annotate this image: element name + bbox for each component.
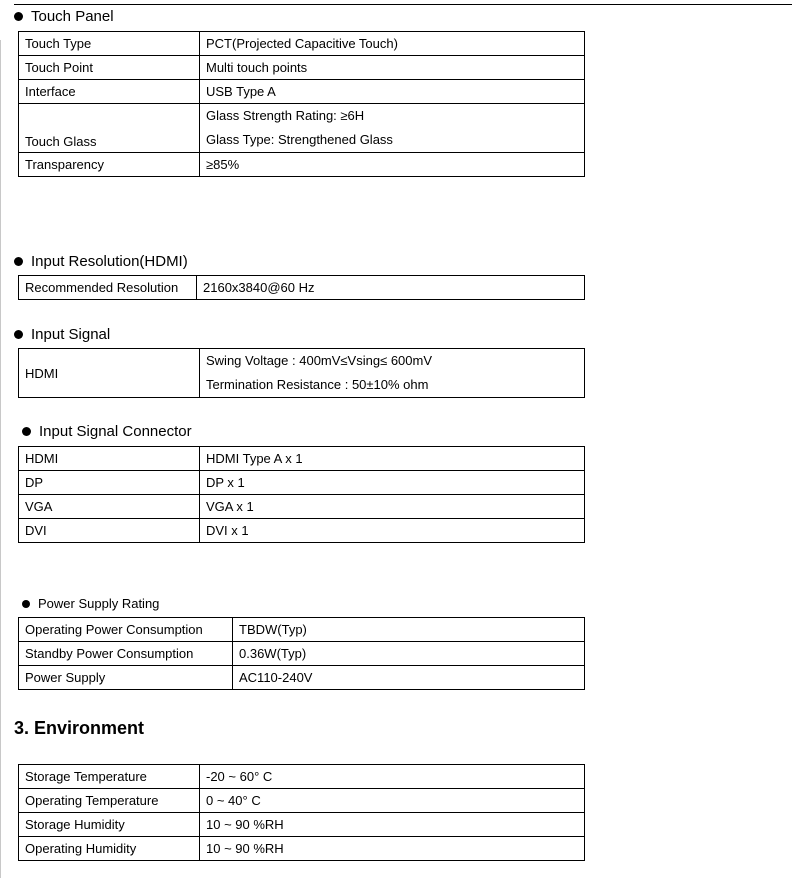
row-value: -20 ~ 60° C <box>200 765 585 789</box>
top-rule <box>14 4 792 5</box>
row-value: TBDW(Typ) <box>233 618 585 642</box>
row-label: DVI <box>19 519 200 543</box>
table-row <box>19 56 585 80</box>
input-connector-table <box>18 446 585 543</box>
bullet-icon <box>22 600 30 608</box>
row-value-line: Termination Resistance : 50±10% ohm <box>206 377 429 392</box>
table-row <box>19 32 585 56</box>
row-value-line: Swing Voltage : 400mV≤Vsing≤ 600mV <box>206 353 433 368</box>
table-row <box>19 80 585 104</box>
section-title-input-signal <box>14 326 110 344</box>
section-title-touch-panel <box>14 8 114 26</box>
row-label: VGA <box>19 495 200 519</box>
row-value: PCT(Projected Capacitive Touch) <box>200 32 585 56</box>
section-heading-environment: 3. Environment <box>14 718 145 738</box>
table-row <box>19 447 585 471</box>
table-row <box>19 153 585 177</box>
section-title-input-resolution <box>14 253 188 271</box>
row-label: DP <box>19 471 200 495</box>
row-label: Transparency <box>19 153 200 177</box>
row-label: Touch Type <box>19 32 200 56</box>
section-title-input-connector <box>22 423 192 441</box>
bullet-icon <box>14 257 23 266</box>
table-row <box>19 666 585 690</box>
row-value: ≥85% <box>200 153 585 177</box>
touch-panel-table <box>18 31 585 177</box>
power-supply-table <box>18 617 585 690</box>
row-label: HDMI <box>19 447 200 471</box>
row-value: USB Type A <box>200 80 585 104</box>
row-value: VGA x 1 <box>200 495 585 519</box>
bullet-icon <box>14 330 23 339</box>
table-row <box>19 765 585 789</box>
table-row <box>19 349 585 398</box>
row-value: HDMI Type A x 1 <box>200 447 585 471</box>
row-value: DP x 1 <box>200 471 585 495</box>
row-label: HDMI <box>19 349 200 398</box>
input-resolution-table <box>18 275 585 300</box>
row-label: Recommended Resolution <box>19 276 197 300</box>
section-title-power-supply <box>22 595 159 613</box>
row-label: Operating Humidity <box>19 837 200 861</box>
section-title-text: Input Signal Connector <box>39 423 192 440</box>
section-title-text: Input Signal <box>31 326 111 343</box>
row-value: DVI x 1 <box>200 519 585 543</box>
row-value: 10 ~ 90 %RH <box>200 837 585 861</box>
table-row <box>19 642 585 666</box>
table-row <box>19 789 585 813</box>
row-value-line: Glass Strength Rating: ≥6H <box>206 108 365 123</box>
row-label: Touch Point <box>19 56 200 80</box>
row-label: Power Supply <box>19 666 233 690</box>
input-signal-table <box>18 348 585 398</box>
section-title-text: Input Resolution(HDMI) <box>31 253 188 270</box>
environment-table <box>18 764 585 861</box>
row-value: 10 ~ 90 %RH <box>200 813 585 837</box>
table-row <box>19 618 585 642</box>
row-value <box>200 104 585 153</box>
table-row <box>19 104 585 153</box>
row-value: 2160x3840@60 Hz <box>197 276 585 300</box>
table-row <box>19 837 585 861</box>
table-row <box>19 276 585 300</box>
row-value: AC110-240V <box>233 666 585 690</box>
table-row <box>19 519 585 543</box>
row-value: 0.36W(Typ) <box>233 642 585 666</box>
row-label: Storage Temperature <box>19 765 200 789</box>
bullet-icon <box>14 12 23 21</box>
bullet-icon <box>22 427 31 436</box>
left-margin-rule <box>0 40 1 878</box>
row-label: Standby Power Consumption <box>19 642 233 666</box>
section-title-text: Power Supply Rating <box>38 596 160 611</box>
table-row <box>19 495 585 519</box>
row-label: Operating Temperature <box>19 789 200 813</box>
section-title-text: Touch Panel <box>31 8 114 25</box>
row-value: 0 ~ 40° C <box>200 789 585 813</box>
row-value-line: Glass Type: Strengthened Glass <box>206 132 393 147</box>
row-label: Storage Humidity <box>19 813 200 837</box>
table-row <box>19 813 585 837</box>
row-value <box>200 349 585 398</box>
row-label: Operating Power Consumption <box>19 618 233 642</box>
row-value: Multi touch points <box>200 56 585 80</box>
table-row <box>19 471 585 495</box>
row-label: Touch Glass <box>19 104 200 153</box>
row-label: Interface <box>19 80 200 104</box>
